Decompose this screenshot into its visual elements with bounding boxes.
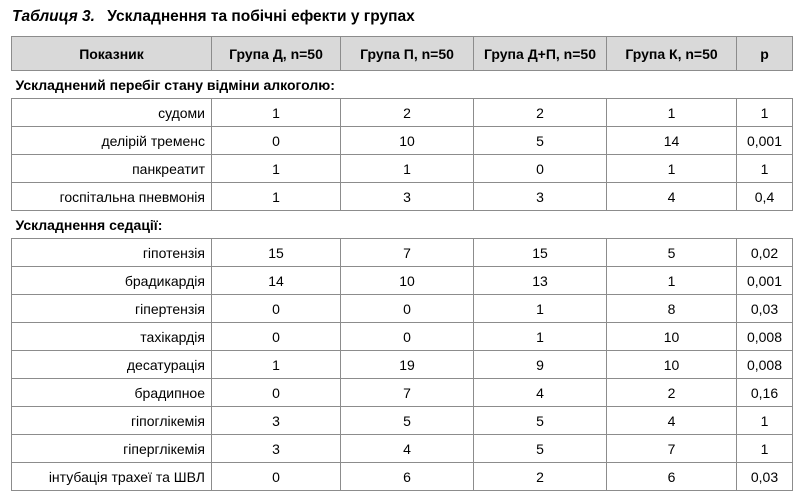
indicator-cell: делірій тременс [12,127,212,155]
group-dp-cell: 1 [474,323,607,351]
header-group-d: Група Д, n=50 [212,37,341,71]
group-dp-cell: 5 [474,407,607,435]
indicator-cell: гіпотензія [12,239,212,267]
header-row [12,37,793,71]
group-p-cell: 0 [341,295,474,323]
header-group-k: Група К, n=50 [607,37,737,71]
group-d-cell: 0 [212,295,341,323]
group-k-cell: 14 [607,127,737,155]
caption-title: Ускладнення та побічні ефекти у групах [107,8,415,25]
group-d-cell: 0 [212,323,341,351]
table-row [12,351,793,379]
group-d-cell: 1 [212,155,341,183]
group-p-cell: 1 [341,155,474,183]
group-d-cell: 1 [212,351,341,379]
section-title: Ускладнення седації: [12,211,793,239]
caption-label: Таблиця 3. [12,8,95,25]
indicator-cell: гіпертензія [12,295,212,323]
p-value-cell: 1 [737,99,793,127]
group-d-cell: 3 [212,435,341,463]
p-value-cell: 1 [737,435,793,463]
table-row [12,323,793,351]
group-dp-cell: 2 [474,463,607,491]
group-k-cell: 8 [607,295,737,323]
section-header-row [12,211,793,239]
group-k-cell: 10 [607,323,737,351]
group-p-cell: 3 [341,183,474,211]
group-k-cell: 6 [607,463,737,491]
group-d-cell: 0 [212,463,341,491]
p-value-cell: 0,03 [737,295,793,323]
group-dp-cell: 1 [474,295,607,323]
group-k-cell: 2 [607,379,737,407]
group-d-cell: 1 [212,183,341,211]
table-row [12,127,793,155]
p-value-cell: 1 [737,407,793,435]
p-value-cell: 1 [737,155,793,183]
table-body [12,71,793,491]
p-value-cell: 0,001 [737,267,793,295]
indicator-cell: панкреатит [12,155,212,183]
group-k-cell: 4 [607,407,737,435]
group-dp-cell: 5 [474,127,607,155]
header-group-p: Група П, n=50 [341,37,474,71]
group-k-cell: 1 [607,99,737,127]
group-p-cell: 4 [341,435,474,463]
table-row [12,463,793,491]
group-p-cell: 6 [341,463,474,491]
group-d-cell: 1 [212,99,341,127]
table-row [12,239,793,267]
section-header-row [12,71,793,99]
group-p-cell: 19 [341,351,474,379]
table-row [12,379,793,407]
group-d-cell: 15 [212,239,341,267]
indicator-cell: брадикардія [12,267,212,295]
indicator-cell: гіпоглікемія [12,407,212,435]
group-dp-cell: 9 [474,351,607,379]
p-value-cell: 0,008 [737,351,793,379]
table-row [12,295,793,323]
group-k-cell: 1 [607,155,737,183]
indicator-cell: тахікардія [12,323,212,351]
group-d-cell: 0 [212,379,341,407]
group-dp-cell: 15 [474,239,607,267]
group-p-cell: 0 [341,323,474,351]
group-k-cell: 4 [607,183,737,211]
group-dp-cell: 13 [474,267,607,295]
p-value-cell: 0,03 [737,463,793,491]
group-p-cell: 10 [341,267,474,295]
group-p-cell: 7 [341,379,474,407]
p-value-cell: 0,008 [737,323,793,351]
group-p-cell: 2 [341,99,474,127]
p-value-cell: 0,001 [737,127,793,155]
group-d-cell: 14 [212,267,341,295]
group-k-cell: 10 [607,351,737,379]
header-group-dp: Група Д+П, n=50 [474,37,607,71]
group-k-cell: 5 [607,239,737,267]
table-row [12,435,793,463]
table-caption [12,5,415,29]
table-row [12,99,793,127]
group-k-cell: 7 [607,435,737,463]
indicator-cell: судоми [12,99,212,127]
group-dp-cell: 0 [474,155,607,183]
indicator-cell: десатурація [12,351,212,379]
p-value-cell: 0,4 [737,183,793,211]
group-p-cell: 5 [341,407,474,435]
header-indicator: Показник [12,37,212,71]
group-p-cell: 7 [341,239,474,267]
indicator-cell: гіперглікемія [12,435,212,463]
group-dp-cell: 2 [474,99,607,127]
table-row [12,183,793,211]
section-title: Ускладнений перебіг стану відміни алкоголю: [12,71,793,99]
table-row [12,267,793,295]
group-dp-cell: 3 [474,183,607,211]
indicator-cell: госпітальна пневмонія [12,183,212,211]
indicator-cell: інтубація трахеї та ШВЛ [12,463,212,491]
group-d-cell: 3 [212,407,341,435]
indicator-cell: брадипное [12,379,212,407]
group-dp-cell: 4 [474,379,607,407]
complications-table [11,36,793,491]
table-row [12,155,793,183]
group-d-cell: 0 [212,127,341,155]
group-p-cell: 10 [341,127,474,155]
p-value-cell: 0,02 [737,239,793,267]
group-k-cell: 1 [607,267,737,295]
p-value-cell: 0,16 [737,379,793,407]
group-dp-cell: 5 [474,435,607,463]
table-row [12,407,793,435]
header-p-value: р [737,37,793,71]
